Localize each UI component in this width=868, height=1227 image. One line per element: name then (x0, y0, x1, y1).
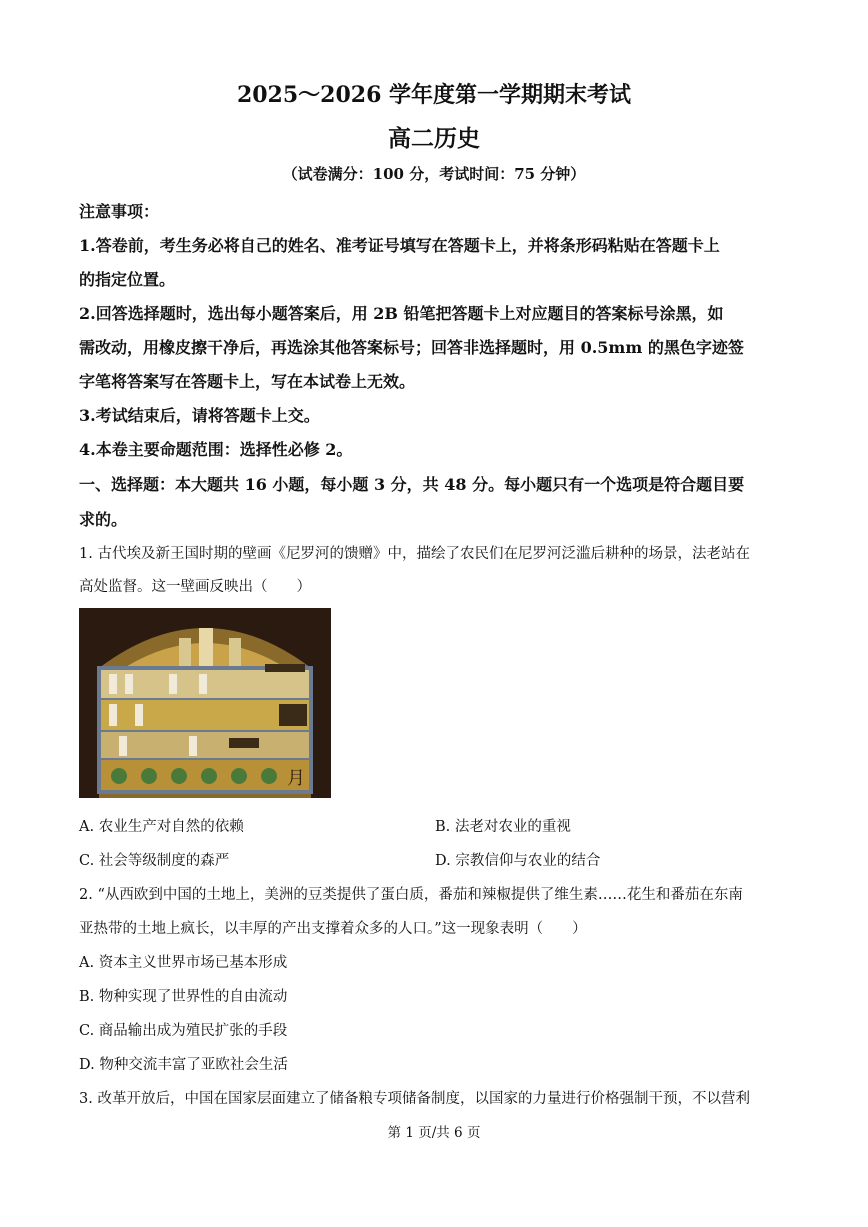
egyptian-mural-image (79, 608, 331, 798)
notes-line: 4.本卷主要命题范围：选择性必修 2。 (79, 440, 353, 459)
q2-option-a: A. 资本主义世界市场已基本形成 (79, 955, 288, 971)
q2-option-c: C. 商品输出成为殖民扩张的手段 (79, 1023, 288, 1039)
q2-option-d: D. 物种交流丰富了亚欧社会生活 (79, 1057, 288, 1073)
notes-line: 字笔将答案写在答题卡上，写在本试卷上无效。 (79, 372, 416, 391)
q2-option-b: B. 物种实现了世界性的自由流动 (79, 989, 288, 1005)
section-heading: 求的。 (79, 510, 128, 529)
q1-option-c: C. 社会等级制度的森严 (79, 853, 230, 869)
notes-line: 2.回答选择题时，选出每小题答案后，用 2B 铅笔把答题卡上对应题目的答案标号涂黑，如 (79, 304, 724, 323)
notes-line: 3.考试结束后，请将答题卡上交。 (79, 406, 320, 425)
q1-option-b: B. 法老对农业的重视 (435, 819, 571, 835)
notes-line: 的指定位置。 (79, 270, 176, 289)
section-heading: 一、选择题：本大题共 16 小题，每小题 3 分，共 48 分。每小题只有一个选项是符合题目要 (79, 475, 745, 494)
mural-glyph: 月 (287, 768, 305, 789)
page-footer: 第 1 页/共 6 页 (387, 1125, 481, 1141)
subject-title: 高二历史 (388, 125, 480, 152)
notes-line: 1.答卷前，考生务必将自己的姓名、准考证号填写在答题卡上，并将条形码粘贴在答题卡上 (79, 236, 720, 255)
q2-stem: 亚热带的土地上疯长，以丰厚的产出支撑着众多的人口。”这一现象表明（ ） (79, 921, 587, 937)
exam-title: 2025～2026 学年度第一学期期末考试 (236, 82, 632, 108)
q1-stem: 高处监督。这一壁画反映出（ ） (79, 579, 311, 595)
exam-info: （试卷满分：100 分，考试时间：75 分钟） (282, 165, 586, 183)
q2-stem: 2. “从西欧到中国的土地上，美洲的豆类提供了蛋白质，番茄和辣椒提供了维生素……花生和番茄在东南 (79, 887, 743, 903)
notes-heading: 注意事项： (79, 202, 160, 221)
q1-option-d: D. 宗教信仰与农业的结合 (435, 853, 601, 869)
q1-option-a: A. 农业生产对自然的依赖 (79, 819, 244, 835)
q1-stem: 1. 古代埃及新王国时期的壁画《尼罗河的馈赠》中，描绘了农民们在尼罗河泛滥后耕种的场景，法老站在 (79, 546, 750, 562)
notes-line: 需改动，用橡皮擦干净后，再选涂其他答案标号；回答非选择题时，用 0.5mm 的黑色字迹签 (79, 338, 744, 357)
q3-stem: 3. 改革开放后，中国在国家层面建立了储备粮专项储备制度，以国家的力量进行价格强制干预，不以营利 (79, 1091, 750, 1107)
